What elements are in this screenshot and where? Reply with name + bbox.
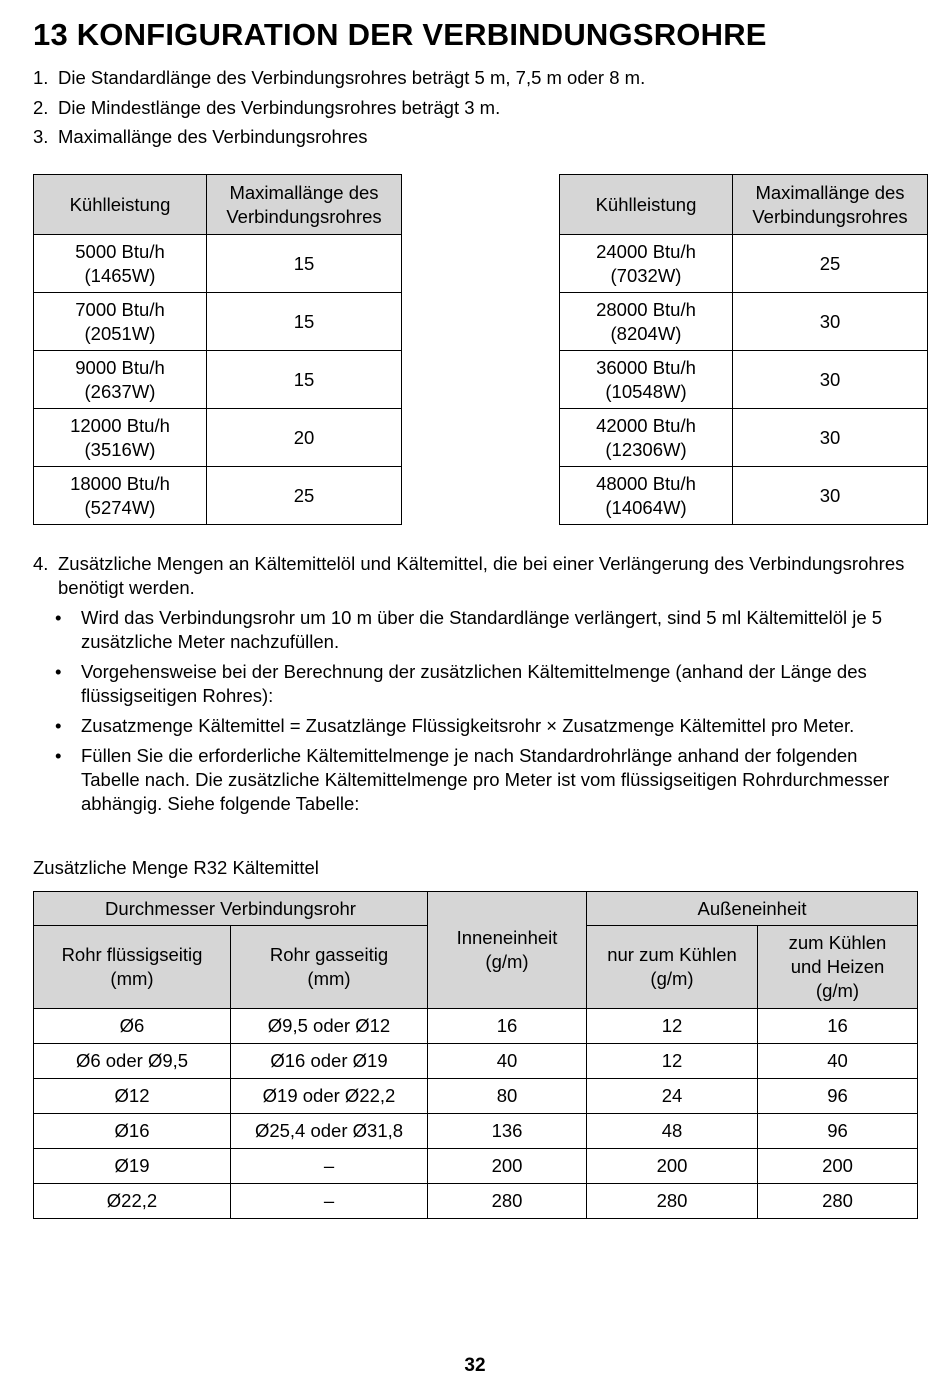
capacity-watt: (7032W) xyxy=(610,264,682,286)
capacity-table-right xyxy=(559,174,928,525)
capacity-watt: (8204W) xyxy=(610,322,682,344)
header-max-length: Maximallänge des Verbindungsrohres xyxy=(733,175,928,235)
bullet-icon: • xyxy=(55,661,62,682)
header-max-length: Maximallänge des Verbindungsrohres xyxy=(207,175,402,235)
capacity-watt: (5274W) xyxy=(84,496,156,518)
bullet-text: Füllen Sie die erforderliche Kältemittelmenge je nach Standardrohrlänge anhand der folgenden Tabelle nach. Die zusätzliche Kältemittelmenge pro Meter ist vom flüssigseitigen Rohrdurchmesser abhängig. Siehe folgende Tabelle: xyxy=(81,745,890,814)
bullet-icon: • xyxy=(55,745,62,766)
capacity-cell xyxy=(560,235,733,293)
intro-item-number: 3. xyxy=(33,126,49,147)
cool-heat-amount-cell: 40 xyxy=(758,1044,918,1079)
intro-item xyxy=(33,63,913,93)
capacity-btu: 28000 Btu/h xyxy=(596,298,696,320)
table-row xyxy=(560,235,928,293)
r32-table-caption: Zusätzliche Menge R32 Kältemittel xyxy=(33,857,319,878)
table-row xyxy=(34,1184,918,1219)
capacity-cell xyxy=(560,409,733,467)
capacity-cell xyxy=(34,351,207,409)
max-length-cell: 15 xyxy=(207,235,402,293)
cool-heat-amount-cell: 280 xyxy=(758,1184,918,1219)
header-cooling-only xyxy=(587,926,758,1009)
table-row xyxy=(34,351,402,409)
capacity-btu: 24000 Btu/h xyxy=(596,240,696,262)
header-cooling-capacity: Kühlleistung xyxy=(34,175,207,235)
max-length-cell: 25 xyxy=(733,235,928,293)
header-cooling-capacity: Kühlleistung xyxy=(560,175,733,235)
capacity-cell xyxy=(560,351,733,409)
capacity-cell xyxy=(34,467,207,525)
intro-item-number: 1. xyxy=(33,67,49,88)
table-row xyxy=(34,1114,918,1149)
indoor-amount-cell: 40 xyxy=(428,1044,587,1079)
capacity-btu: 48000 Btu/h xyxy=(596,472,696,494)
max-length-cell: 30 xyxy=(733,351,928,409)
bullet-item xyxy=(33,714,913,738)
table-row xyxy=(560,467,928,525)
header-cooling-heating-label: zum Kühlen und Heizen (g/m) xyxy=(788,932,887,1001)
cooling-amount-cell: 48 xyxy=(587,1114,758,1149)
table-row xyxy=(34,235,402,293)
header-cooling-heating xyxy=(758,926,918,1009)
table-row xyxy=(34,1009,918,1044)
table-row xyxy=(34,293,402,351)
capacity-watt: (2637W) xyxy=(84,380,156,402)
cool-heat-amount-cell: 96 xyxy=(758,1114,918,1149)
indoor-amount-cell: 16 xyxy=(428,1009,587,1044)
intro-item xyxy=(33,93,913,123)
table-row xyxy=(34,409,402,467)
max-length-cell: 15 xyxy=(207,351,402,409)
header-cooling-only-label: nur zum Kühlen (g/m) xyxy=(607,944,737,989)
max-length-cell: 25 xyxy=(207,467,402,525)
bullet-text: Vorgehensweise bei der Berechnung der zusätzlichen Kältemittelmenge (anhand der Länge des flüssigseitigen Rohres): xyxy=(81,661,867,706)
bullet-list xyxy=(33,606,913,816)
list-item xyxy=(33,552,913,600)
gas-diameter-cell: Ø9,5 oder Ø12 xyxy=(231,1009,428,1044)
bullet-item xyxy=(33,606,913,654)
header-gas-pipe-label: Rohr gasseitig (mm) xyxy=(269,944,389,989)
max-length-cell: 20 xyxy=(207,409,402,467)
page-title: 13 KONFIGURATION DER VERBINDUNGSROHRE xyxy=(33,17,767,52)
intro-item-text: Die Standardlänge des Verbindungsrohres beträgt 5 m, 7,5 m oder 8 m. xyxy=(58,67,646,88)
max-length-cell: 30 xyxy=(733,467,928,525)
capacity-watt: (10548W) xyxy=(605,380,687,402)
table-row xyxy=(560,351,928,409)
intro-item-number: 2. xyxy=(33,96,49,118)
table-row xyxy=(560,409,928,467)
cool-heat-amount-cell: 16 xyxy=(758,1009,918,1044)
cool-heat-amount-cell: 200 xyxy=(758,1149,918,1184)
r32-refrigerant-table xyxy=(33,891,918,1219)
table-row xyxy=(34,1079,918,1114)
capacity-btu: 12000 Btu/h xyxy=(70,414,170,436)
page-number: 32 xyxy=(464,1355,486,1376)
liquid-diameter-cell: Ø6 oder Ø9,5 xyxy=(34,1044,231,1079)
liquid-diameter-cell: Ø16 xyxy=(34,1114,231,1149)
capacity-btu: 9000 Btu/h xyxy=(75,356,165,378)
bullet-icon: • xyxy=(55,715,62,736)
cooling-amount-cell: 280 xyxy=(587,1184,758,1219)
liquid-diameter-cell: Ø19 xyxy=(34,1149,231,1184)
header-liquid-pipe xyxy=(34,926,231,1009)
bullet-text: Wird das Verbindungsrohr um 10 m über die Standardlänge verlängert, sind 5 ml Kältemittelöl je 5 zusätzliche Meter nachzufüllen. xyxy=(81,607,883,652)
intro-item xyxy=(33,122,913,152)
capacity-watt: (2051W) xyxy=(84,322,156,344)
header-liquid-pipe-label: Rohr flüssigseitig (mm) xyxy=(61,944,203,989)
cooling-amount-cell: 12 xyxy=(587,1009,758,1044)
indoor-amount-cell: 280 xyxy=(428,1184,587,1219)
capacity-cell xyxy=(34,409,207,467)
capacity-btu: 36000 Btu/h xyxy=(596,356,696,378)
liquid-diameter-cell: Ø22,2 xyxy=(34,1184,231,1219)
capacity-watt: (12306W) xyxy=(605,438,687,460)
table-header-row xyxy=(560,175,928,235)
capacity-btu: 18000 Btu/h xyxy=(70,472,170,494)
indoor-amount-cell: 80 xyxy=(428,1079,587,1114)
capacity-watt: (1465W) xyxy=(84,264,156,286)
indoor-amount-cell: 200 xyxy=(428,1149,587,1184)
liquid-diameter-cell: Ø12 xyxy=(34,1079,231,1114)
bullet-icon: • xyxy=(55,607,62,628)
item-number: 4. xyxy=(33,553,49,574)
capacity-btu: 7000 Btu/h xyxy=(75,298,165,320)
header-gas-pipe xyxy=(231,926,428,1009)
bullet-item xyxy=(33,744,913,816)
intro-list xyxy=(33,63,913,152)
item-text: Zusätzliche Mengen an Kältemittelöl und Kältemittel, die bei einer Verlängerung des Verbindungsrohres benötigt werden. xyxy=(58,553,905,598)
max-length-cell: 15 xyxy=(207,293,402,351)
header-outdoor-group: Außeneinheit xyxy=(587,892,918,926)
gas-diameter-cell: – xyxy=(231,1184,428,1219)
intro-item-text: Die Mindestlänge des Verbindungsrohres beträgt 3 m. xyxy=(58,96,501,118)
table-header-row xyxy=(34,892,918,926)
gas-diameter-cell: Ø16 oder Ø19 xyxy=(231,1044,428,1079)
table-row xyxy=(34,467,402,525)
table-row xyxy=(34,1044,918,1079)
gas-diameter-cell: Ø25,4 oder Ø31,8 xyxy=(231,1114,428,1149)
header-indoor-unit-label: Inneneinheit (g/m) xyxy=(456,927,558,972)
capacity-table-left xyxy=(33,174,402,525)
gas-diameter-cell: – xyxy=(231,1149,428,1184)
cool-heat-amount-cell: 96 xyxy=(758,1079,918,1114)
table-header-row xyxy=(34,175,402,235)
bullet-text: Zusatzmenge Kältemittel = Zusatzlänge Flüssigkeitsrohr × Zusatzmenge Kältemittel pro Meter. xyxy=(81,715,855,736)
capacity-watt: (3516W) xyxy=(84,438,156,460)
indoor-amount-cell: 136 xyxy=(428,1114,587,1149)
capacity-cell xyxy=(34,235,207,293)
header-diameter-group: Durchmesser Verbindungsrohr xyxy=(34,892,428,926)
additional-refrigerant-section xyxy=(33,552,913,822)
capacity-cell xyxy=(560,293,733,351)
table-row xyxy=(560,293,928,351)
max-length-cell: 30 xyxy=(733,293,928,351)
intro-item-text: Maximallänge des Verbindungsrohres xyxy=(58,126,368,147)
capacity-cell xyxy=(560,467,733,525)
header-indoor-unit xyxy=(428,892,587,1009)
capacity-watt: (14064W) xyxy=(605,496,687,518)
capacity-btu: 42000 Btu/h xyxy=(596,414,696,436)
table-row xyxy=(34,1149,918,1184)
gas-diameter-cell: Ø19 oder Ø22,2 xyxy=(231,1079,428,1114)
cooling-amount-cell: 24 xyxy=(587,1079,758,1114)
liquid-diameter-cell: Ø6 xyxy=(34,1009,231,1044)
bullet-item xyxy=(33,660,913,708)
capacity-btu: 5000 Btu/h xyxy=(75,240,165,262)
capacity-cell xyxy=(34,293,207,351)
cooling-amount-cell: 12 xyxy=(587,1044,758,1079)
cooling-amount-cell: 200 xyxy=(587,1149,758,1184)
max-length-cell: 30 xyxy=(733,409,928,467)
